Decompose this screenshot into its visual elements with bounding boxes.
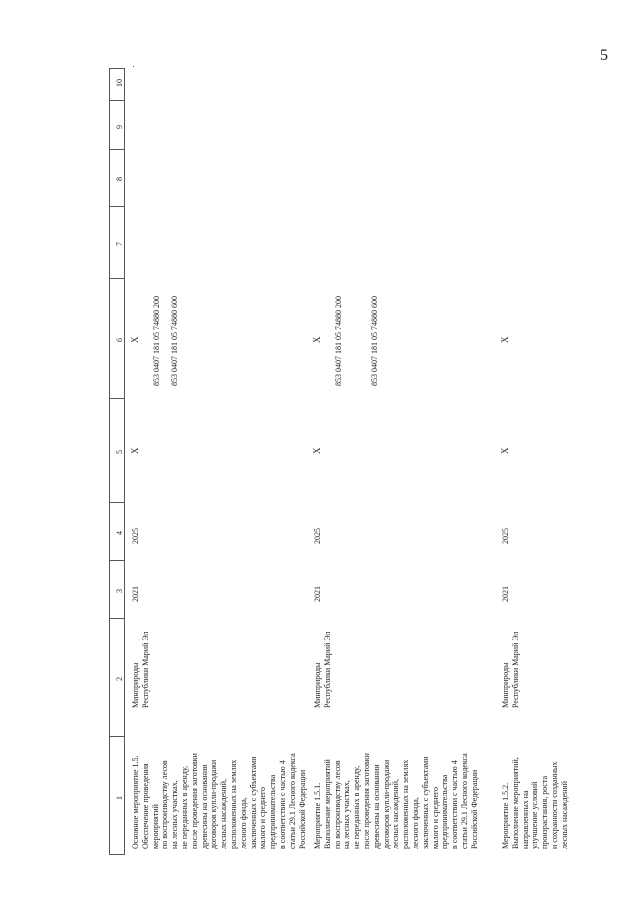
row-1-name-line: лесного фонда, <box>238 797 248 849</box>
row-2-name-line: статьи 29.1 Лесного кодекса <box>459 753 469 849</box>
row-2-kbk-200: 853 0407 181 05 74880 200 <box>334 296 343 386</box>
row-1-name-line: Основное мероприятие 1.5. <box>131 755 140 849</box>
row-2-executor <box>313 608 333 708</box>
row-2-name-line: в соответствии с частью 4 <box>450 760 460 849</box>
row-2-name-line: лесного фонда, <box>410 797 420 849</box>
row-2-name-line: заключенных с субъектами <box>420 756 430 849</box>
row-1-name-line: Обеспечение проведения <box>140 763 150 849</box>
row-1-name-line: предпринимательства <box>268 774 278 849</box>
col-sep-8 <box>109 149 125 150</box>
row-1-name-line: в соответствии с частью 4 <box>277 760 287 849</box>
row-3-name-line: произрастания, роста <box>540 775 550 849</box>
table-bottom-edge <box>109 854 125 855</box>
row-1-name-line: Российской Федерации <box>297 769 307 849</box>
header-col-9: 9 <box>115 125 124 129</box>
header-col-10: 10 <box>115 79 124 87</box>
row-3-name-line: улучшение условий <box>530 781 540 849</box>
row-3-name-line: и сохранности созданных <box>549 761 559 849</box>
row-3-executor-line: Республики Марий Эл <box>510 631 520 708</box>
row-3-end: 2025 <box>501 528 510 544</box>
row-2-executor-line: Минприроды <box>313 662 322 708</box>
header-col-2: 2 <box>115 677 124 681</box>
row-2-name-line: договоров купли-продажи <box>381 759 391 849</box>
row-2-name-line: Мероприятие 1.5.1. <box>313 782 322 849</box>
col-sep-4 <box>109 502 125 503</box>
row-1-name-line: мероприятий <box>150 804 160 849</box>
row-2-name-line: Выполнение мероприятий <box>322 759 332 849</box>
row-2-kbk-600: 853 0407 181 05 74880 600 <box>370 296 379 386</box>
header-col-1: 1 <box>115 796 124 800</box>
row-3-executor-line: Минприроды <box>501 662 510 708</box>
row-1-kbk-x: X <box>130 336 140 343</box>
row-2-name-line: на лесных участках, <box>342 780 352 849</box>
col-sep-3 <box>109 560 125 561</box>
row-1-name-line: лесных насаждений, <box>219 779 229 849</box>
row-1-col5: X <box>130 447 140 454</box>
col-sep-6 <box>109 278 125 279</box>
row-2-name-line: расположенных на землях <box>401 759 411 849</box>
row-1-kbk-600: 853 0407 181 05 74880 600 <box>170 296 179 386</box>
header-col-7: 7 <box>115 242 124 246</box>
row-1-name-line: заключенных с субъектами <box>248 756 258 849</box>
table-top-edge <box>109 68 125 69</box>
row-3-executor <box>501 608 521 708</box>
row-2-name-line: Российской Федерации <box>469 769 479 849</box>
header-col-3: 3 <box>115 589 124 593</box>
row-3-name-line: Выполнение мероприятий, <box>510 757 520 849</box>
row-1-name-line: статьи 29.1 Лесного кодекса <box>287 753 297 849</box>
row-2-name-line: не переданных в аренду, <box>352 765 362 849</box>
row-2-name-line: малого и среднего <box>430 787 440 849</box>
row-3-kbk-x: X <box>500 336 510 343</box>
header-col-8: 8 <box>115 177 124 181</box>
row-2-start: 2021 <box>313 586 322 602</box>
row-1-executor-line: Республики Марий Эл <box>140 631 150 708</box>
row-3-name-line: лесных насаждений <box>559 781 569 849</box>
row-1-start: 2021 <box>131 586 140 602</box>
row-2-name-line: древесины на основании <box>371 764 381 849</box>
row-2-name-line: предпринимательства <box>440 774 450 849</box>
header-col-5: 5 <box>115 450 124 454</box>
header-col-6: 6 <box>115 338 124 342</box>
row-1-name-line: древесины на основании <box>199 764 209 849</box>
row-3-name <box>501 729 570 849</box>
col-sep-5 <box>109 398 125 399</box>
row-1-kbk-200: 853 0407 181 05 74880 200 <box>152 296 161 386</box>
col-sep-7 <box>109 206 125 207</box>
row-2-col5: X <box>312 447 322 454</box>
row-1-name-line: после проведения заготовки <box>189 753 199 849</box>
row-3-name-line: направленных на <box>520 790 530 849</box>
row-3-name-line: Мероприятие 1.5.2. <box>501 782 510 849</box>
row-2-name-line: по воспроизводству лесов <box>332 760 342 849</box>
row-2-name-line: после проведения заготовки <box>361 753 371 849</box>
row-1-executor <box>131 608 151 708</box>
col-sep-9 <box>109 100 125 101</box>
row-1-name-line: на лесных участках, <box>170 780 180 849</box>
row-2-kbk-x: X <box>312 336 322 343</box>
row-1-executor-line: Минприроды <box>131 662 140 708</box>
col-sep-1 <box>109 736 125 737</box>
row-2-name <box>313 729 480 849</box>
row-2-name-line: лесных насаждений, <box>391 779 401 849</box>
table-border-top <box>133 66 134 67</box>
col-sep-2 <box>109 618 125 619</box>
row-3-col5: X <box>500 447 510 454</box>
row-1-name <box>131 729 307 849</box>
row-2-end: 2025 <box>313 528 322 544</box>
row-1-name-line: не переданных в аренду, <box>179 765 189 849</box>
page-number: 5 <box>600 47 608 64</box>
header-col-4: 4 <box>115 531 124 535</box>
row-1-name-line: по воспроизводству лесов <box>160 760 170 849</box>
row-1-name-line: расположенных на землях <box>228 759 238 849</box>
row-1-name-line: договоров купли-продажи <box>209 759 219 849</box>
row-2-executor-line: Республики Марий Эл <box>322 631 332 708</box>
row-3-start: 2021 <box>501 586 510 602</box>
row-1-name-line: малого и среднего <box>258 787 268 849</box>
row-1-end: 2025 <box>131 528 140 544</box>
